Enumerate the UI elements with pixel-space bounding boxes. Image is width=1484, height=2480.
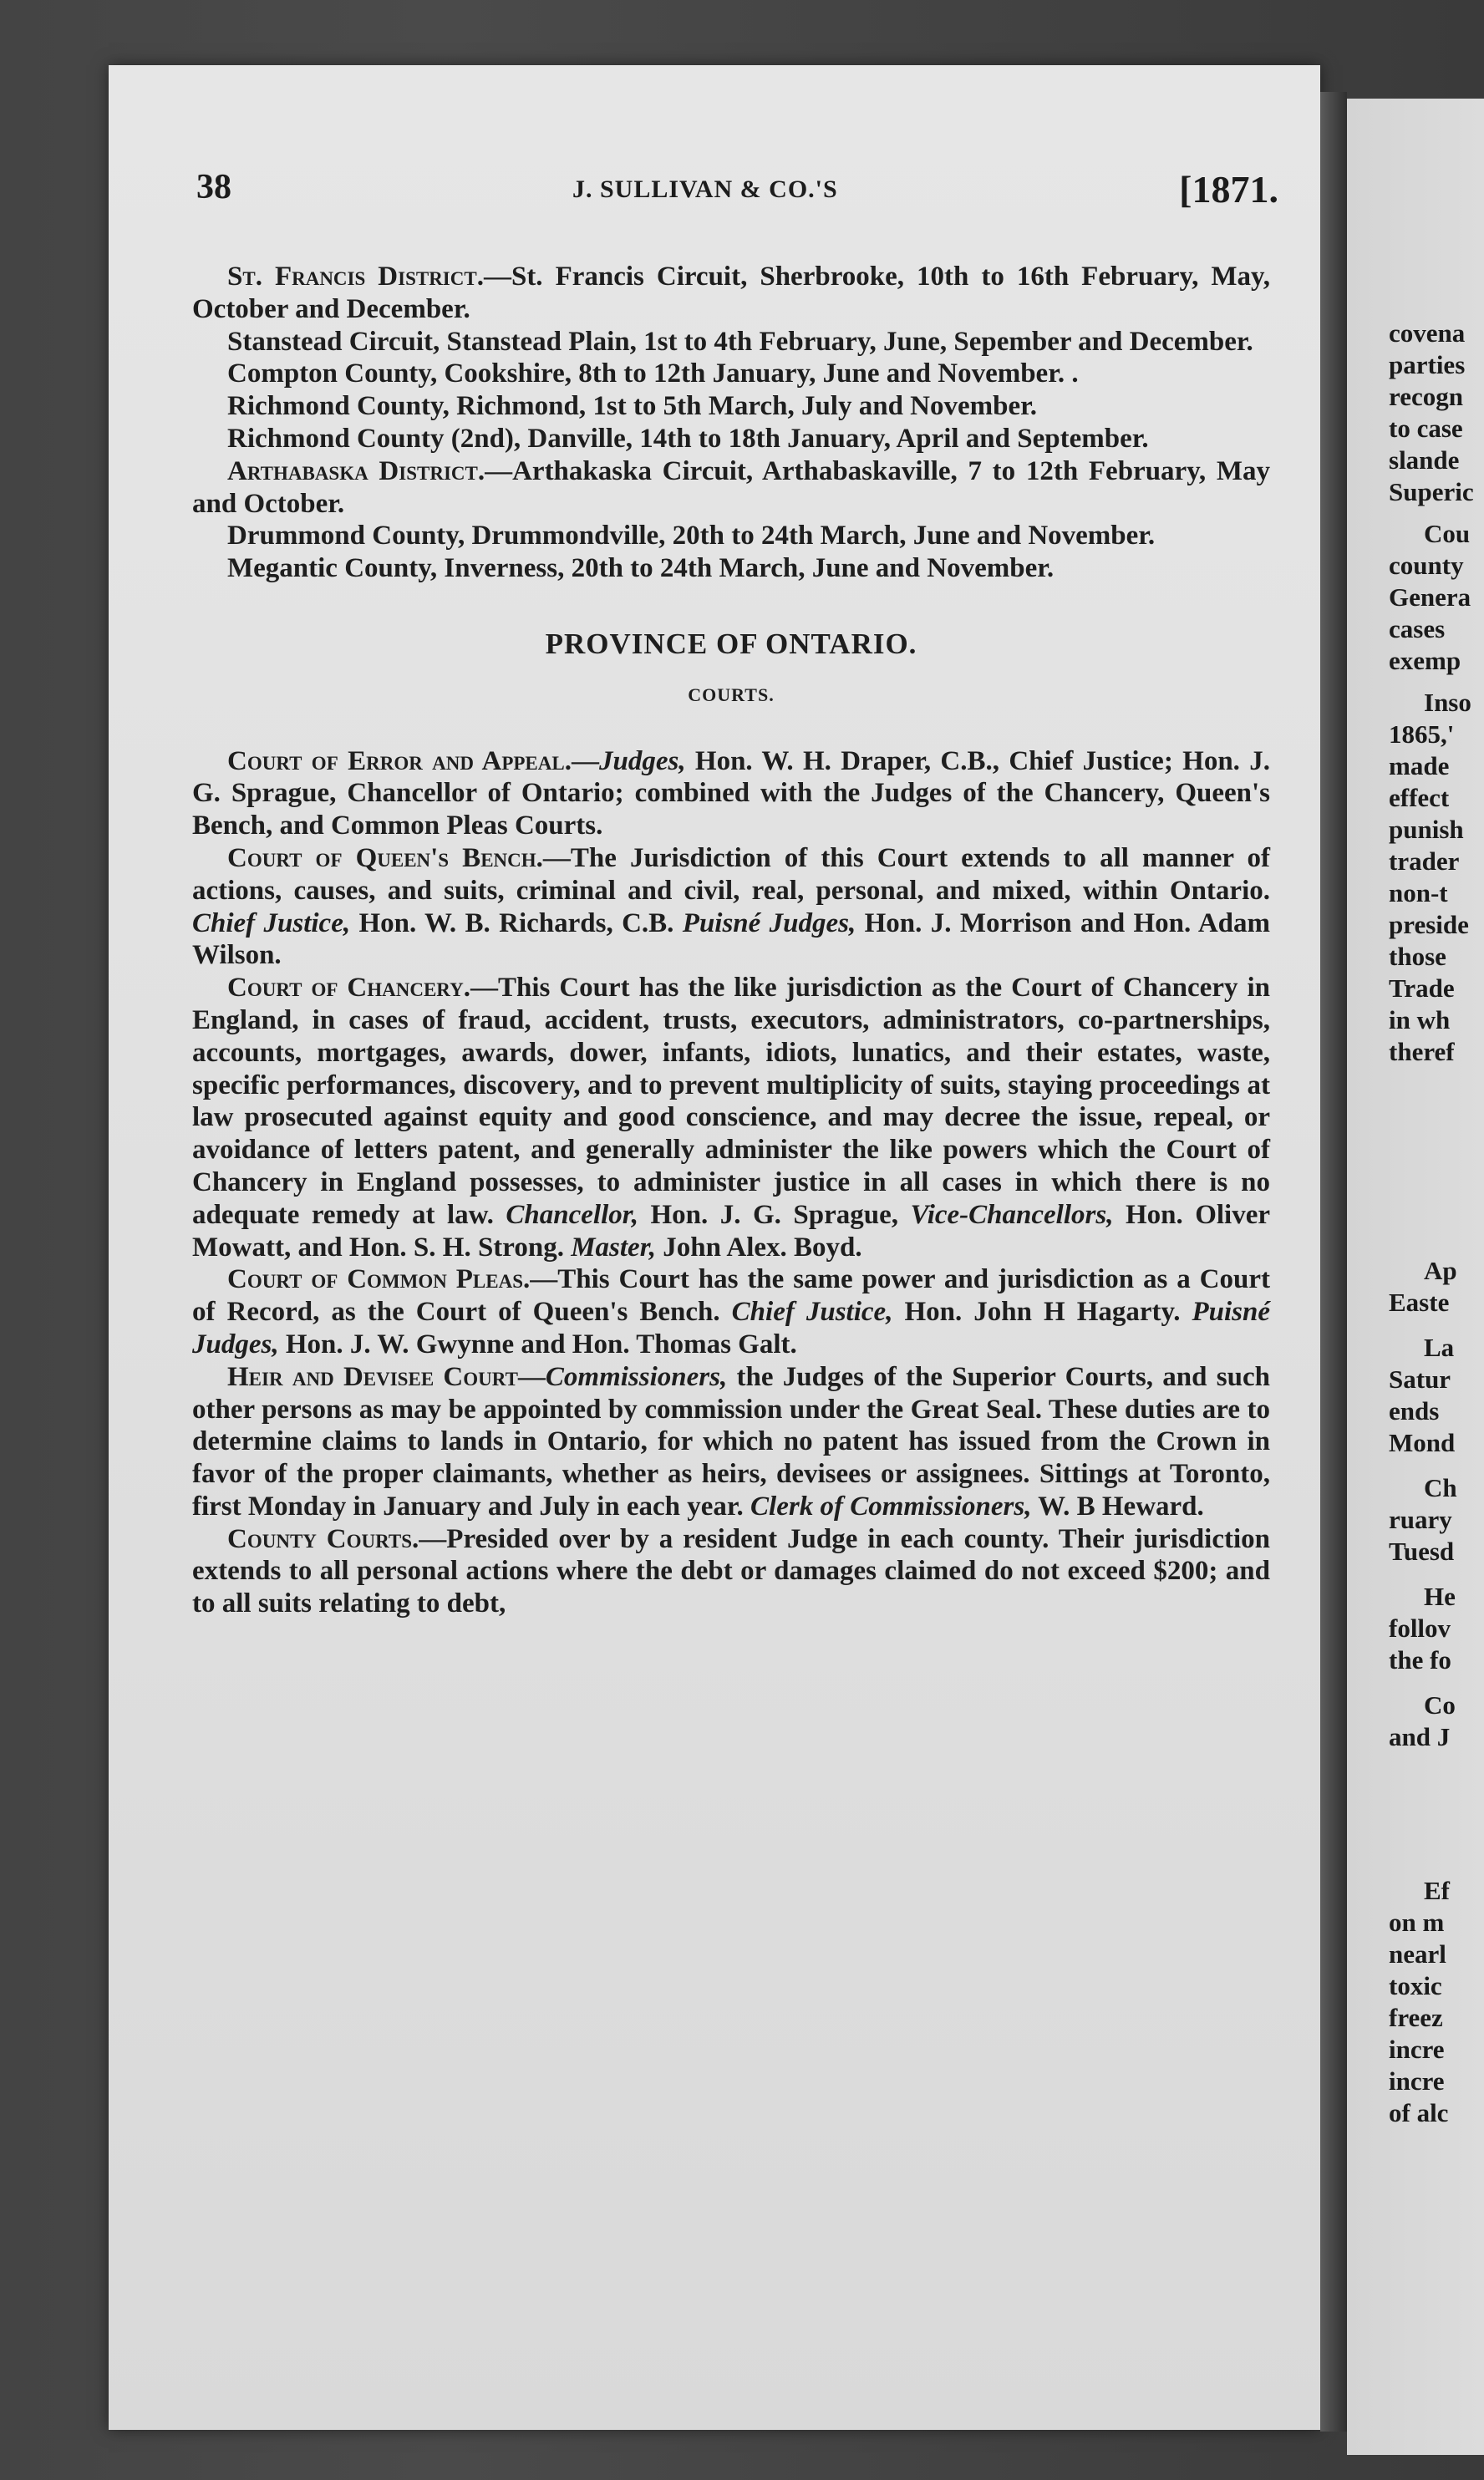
- facing-fragment: 1865,': [1389, 719, 1455, 749]
- section-head: County Courts.: [227, 1523, 419, 1554]
- paragraph-text: Hon. J. W. Gwynne and Hon. Thomas Galt.: [278, 1329, 797, 1359]
- facing-fragment: Easte: [1389, 1288, 1450, 1317]
- facing-fragment: Cou: [1424, 519, 1471, 548]
- section-head: Court of Queen's Bench.: [227, 842, 543, 873]
- paragraph-county-courts: [192, 1523, 1270, 1620]
- facing-fragment: non-t: [1389, 878, 1448, 907]
- paragraph-text: the Judges of the Superior Courts, and such other persons as may be appointed by commission under the Great Seal. These duties are to determine claims to lands in Ontario, for which no patent has issued from the Crown in favor of the proper claimants, whether as heirs, devisees or assignees. Sittings at Toronto, first Monday in January and July in each year.: [192, 1361, 1270, 1522]
- paragraph-error-appeal: [192, 745, 1270, 842]
- courts-subheading: COURTS.: [688, 684, 775, 705]
- dash: —: [571, 745, 599, 776]
- paragraph-richmond: Richmond County, Richmond, 1st to 5th March, July and November.: [227, 391, 1038, 422]
- section-head: Heir and Devisee Court: [227, 1361, 518, 1392]
- section-head: Court of Chancery.: [227, 973, 470, 1004]
- facing-fragment: Ef: [1424, 1876, 1450, 1905]
- facing-fragment: and J: [1389, 1722, 1451, 1751]
- facing-fragment: Tuesd: [1389, 1537, 1455, 1566]
- paragraph-text: Hon. J. Morrison and Hon. Adam Wilson.: [192, 907, 1270, 971]
- facing-fragment: on m: [1389, 1908, 1445, 1937]
- paragraph-queens-bench: [192, 842, 1270, 972]
- province-heading: PROVINCE OF ONTARIO.: [545, 627, 917, 660]
- paragraph-text: Hon. J. G. Sprague,: [638, 1199, 911, 1230]
- italic-label: Puisné Judges,: [682, 907, 856, 938]
- paragraph-text: W. B Heward.: [1031, 1491, 1204, 1522]
- italic-label: Chief Justice,: [192, 907, 351, 938]
- facing-fragment: theref: [1389, 1037, 1455, 1066]
- facing-fragment: in wh: [1389, 1005, 1451, 1034]
- paragraph-compton: Compton County, Cookshire, 8th to 12th January, June and November. .: [227, 358, 1079, 389]
- facing-fragment: Inso: [1424, 688, 1471, 717]
- running-title: J. SULLIVAN & CO.'S: [572, 175, 838, 203]
- section-head: Court of Common Pleas.: [227, 1264, 531, 1295]
- facing-fragment: Genera: [1389, 582, 1471, 612]
- facing-fragment: toxic: [1389, 1971, 1442, 2000]
- italic-label: Judges,: [598, 745, 686, 776]
- paragraph-text: —This Court has the same power and jurisdiction as a Court of Record, as the Court of Queen's Bench.: [192, 1264, 1270, 1328]
- facing-fragment: preside: [1389, 910, 1469, 939]
- italic-label: Clerk of Commissioners,: [750, 1491, 1032, 1522]
- facing-fragment: Superic: [1389, 477, 1474, 506]
- header-year: [1871.: [1179, 168, 1278, 211]
- facing-fragment: He: [1424, 1582, 1456, 1611]
- section-head: Court of Error and Appeal.: [227, 745, 572, 776]
- page-body: [192, 261, 1270, 1620]
- dash: —: [517, 1361, 546, 1392]
- paragraph-arthabaska: [192, 455, 1270, 521]
- paragraph-text: Hon. W. B. Richards, C.B.: [350, 907, 683, 938]
- paragraph-text: —St. Francis Circuit, Sherbrooke, 10th to 16th February, May, October and December.: [192, 262, 1270, 324]
- facing-fragment: Trade: [1389, 973, 1455, 1003]
- facing-fragment: follov: [1389, 1614, 1451, 1643]
- facing-fragment: cases: [1389, 614, 1446, 643]
- section-head: St. Francis District.: [227, 262, 484, 292]
- facing-fragment: freez: [1389, 2003, 1443, 2032]
- facing-fragment: covena: [1389, 318, 1466, 348]
- page-header: [196, 167, 1283, 217]
- page-number: 38: [196, 168, 231, 206]
- italic-label: Vice-Chancellors,: [910, 1199, 1114, 1230]
- italic-label: Puisné Judges,: [192, 1297, 1270, 1359]
- paragraph-stanstead: Stanstead Circuit, Stanstead Plain, 1st to 4th February, June, Sepember and December.: [227, 326, 1253, 357]
- facing-fragment: exemp: [1389, 646, 1461, 675]
- paragraph-common-pleas: [192, 1263, 1270, 1360]
- paragraph-megantic: Megantic County, Inverness, 20th to 24th March, June and November.: [227, 553, 1055, 584]
- facing-fragment: ruary: [1389, 1505, 1452, 1534]
- facing-fragment: Ch: [1424, 1473, 1457, 1502]
- facing-fragment: trader: [1389, 846, 1460, 876]
- facing-fragment: incre: [1389, 2035, 1445, 2064]
- facing-fragment: slande: [1389, 445, 1460, 475]
- italic-label: Commissioners,: [545, 1361, 728, 1392]
- facing-fragment: parties: [1389, 350, 1466, 379]
- facing-fragment: Ap: [1424, 1256, 1457, 1285]
- paragraph-richmond-2nd: Richmond County (2nd), Danville, 14th to 18th January, April and September.: [227, 423, 1149, 454]
- paragraph-text: —Arthakaska Circuit, Arthabaskaville, 7 to 12th February, May and October.: [192, 455, 1270, 519]
- facing-fragment: nearl: [1389, 1939, 1446, 1969]
- facing-fragment: of alc: [1389, 2098, 1449, 2127]
- facing-fragment: incre: [1389, 2066, 1445, 2096]
- paragraph-st-francis: [192, 261, 1270, 326]
- paragraph-text: Hon. W. H. Draper, C.B., Chief Justice; Hon. J. G. Sprague, Chancellor of Ontario; combined with the Judges of the Chancery, Queen's Bench, and Common Pleas Courts.: [192, 745, 1271, 841]
- paragraph-text: —Presided over by a resident Judge in each county. Their jurisdiction extends to all personal actions where the debt or damages claimed do not exceed $200; and to all suits relating to debt,: [192, 1523, 1270, 1619]
- paragraph-text: Hon. Oliver Mowatt, and Hon. S. H. Strong.: [192, 1199, 1270, 1263]
- facing-fragment: recogn: [1389, 382, 1463, 411]
- facing-fragment: punish: [1389, 815, 1464, 844]
- facing-fragment: made: [1389, 751, 1450, 780]
- book-gutter: [1320, 92, 1347, 2432]
- facing-fragment: Mond: [1389, 1428, 1456, 1457]
- facing-fragment: Satur: [1389, 1365, 1451, 1394]
- paragraph-text: Hon. John H Hagarty.: [892, 1297, 1192, 1328]
- facing-fragment: to case: [1389, 414, 1463, 443]
- paragraph-chancery: [192, 972, 1270, 1263]
- paragraph-text: —This Court has the like jurisdiction as the Court of Chancery in England, in cases of fraud, accident, trusts, executors, administrators, co-partnerships, accounts, mortgages, awards, dower, infants, idiots, lunatics, and their estates, waste, specific performances, discovery, and to prevent multiplicity of suits, staying proceedings at law prosecuted against equity and good conscience, and may decree the issue, repeal, or avoidance of letters patent, and generally administer the like powers which the Court of Chancery in England possesses, to administer justice in all cases in which there is no adequate remedy at law.: [192, 973, 1270, 1230]
- facing-fragment: ends: [1389, 1396, 1440, 1425]
- italic-label: Chief Justice,: [731, 1297, 893, 1328]
- facing-fragment: those: [1389, 942, 1446, 971]
- paragraph-heir-devisee: [192, 1361, 1270, 1523]
- italic-label: Chancellor,: [506, 1199, 639, 1230]
- paragraph-text: —The Jurisdiction of this Court extends to all manner of actions, causes, and suits, criminal and civil, real, personal, and mixed, within Ontario.: [192, 842, 1270, 906]
- facing-fragment: La: [1424, 1333, 1455, 1362]
- section-head: Arthabaska District.: [227, 455, 485, 486]
- facing-page: [1347, 99, 1484, 2455]
- facing-fragment: the fo: [1389, 1645, 1451, 1675]
- facing-fragment: effect: [1389, 783, 1450, 812]
- italic-label: Master,: [571, 1232, 656, 1263]
- facing-fragment: county: [1389, 551, 1464, 580]
- facing-fragment: Co: [1424, 1690, 1456, 1720]
- paragraph-text: John Alex. Boyd.: [655, 1232, 862, 1263]
- paragraph-drummond: Drummond County, Drummondville, 20th to 24th March, June and November.: [227, 521, 1156, 551]
